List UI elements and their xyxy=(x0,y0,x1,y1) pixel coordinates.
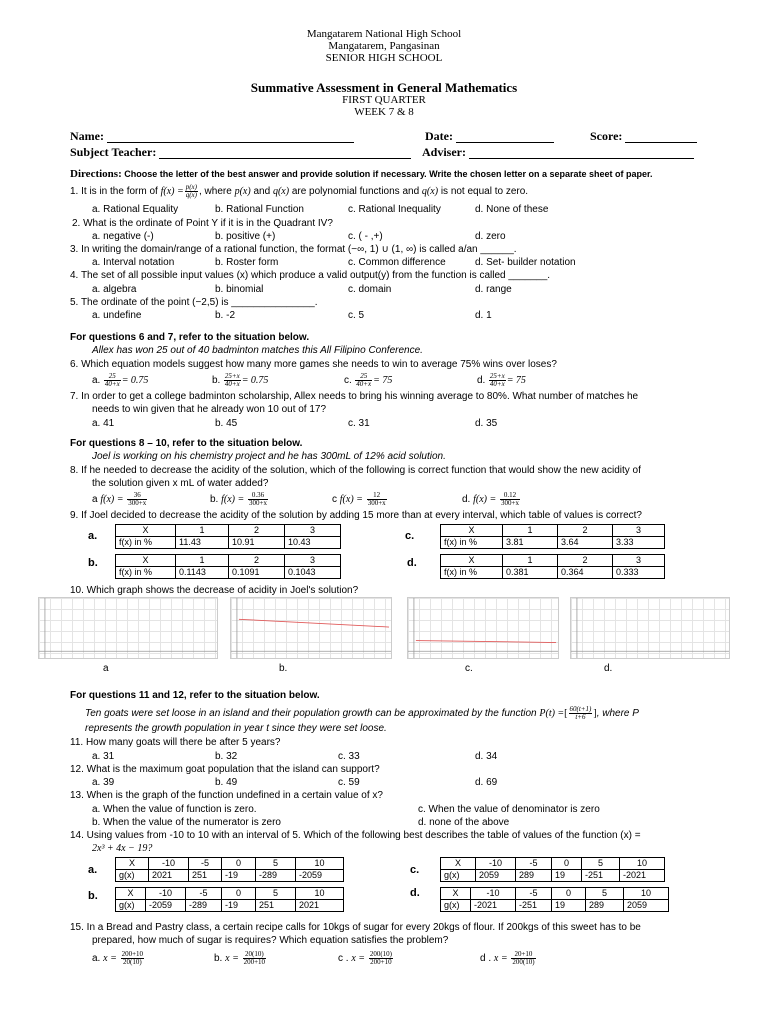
date-field[interactable] xyxy=(425,129,554,143)
situation-3-text-1: Ten goats were set loose in an island and their population growth can be approximated by the function P(t) =[ $\frac{60(t+1)}{t+6}$ ], where P xyxy=(85,705,639,721)
q5-option-d[interactable]: d. 1 xyxy=(475,310,492,321)
q7-option-b[interactable]: b. 45 xyxy=(215,418,238,429)
question-15-line-1: 15. In a Bread and Pastry class, a certain recipe calls for 10kgs of sugar for every 20kgs of flour. If 200kgs of this sweet has to be xyxy=(70,922,641,933)
q9-letter-c[interactable]: c. xyxy=(405,530,415,542)
q11-option-a[interactable]: a. 31 xyxy=(92,751,115,762)
q1-option-c[interactable]: c. Rational Inequality xyxy=(348,204,441,215)
q1-fx: f(x) = xyxy=(160,186,184,198)
q6-b-fraction: $\frac{25+x}{40+x}$ xyxy=(224,372,240,388)
question-8-line-2: the solution given x mL of water added? xyxy=(92,478,269,489)
graph-b-curve xyxy=(239,619,389,627)
q8-option-d[interactable]: d. f(x) = $\frac{0.12}{300+x}$ xyxy=(462,491,519,507)
q4-option-c[interactable]: c. domain xyxy=(348,284,392,295)
situation-2-label: For questions 8 – 10, refer to the situation below. xyxy=(70,438,303,449)
table-row: g(x) -2021 -251 19 289 2059 xyxy=(441,900,669,912)
q11-option-c[interactable]: c. 33 xyxy=(338,751,360,762)
q2-option-c[interactable]: c. ( - ,+) xyxy=(348,231,383,242)
situation-3-text-2: represents the growth population in year t since they were set loose. xyxy=(85,723,387,734)
directions-label: Directions: xyxy=(70,168,122,180)
question-14-line-1: 14. Using values from -10 to 10 with an interval of 5. Which of the following best describes the table of values of the function (x) = xyxy=(70,830,641,841)
situation-3-label: For questions 11 and 12, refer to the situation below. xyxy=(70,690,320,701)
q15-d-fraction: $\frac{20+10}{200(10)}$ xyxy=(512,950,535,966)
q14-table-d xyxy=(440,887,669,912)
date-label: Date: xyxy=(425,129,453,143)
table-row: X 1 2 3 xyxy=(116,525,341,537)
q5-option-b[interactable]: b. -2 xyxy=(215,310,236,321)
graph-c-curve xyxy=(416,641,556,643)
situation-1-text: Allex has won 25 out of 40 badminton matches this All Filipino Conference. xyxy=(92,345,423,356)
q2-option-b[interactable]: b. positive (+) xyxy=(215,231,276,242)
table-row: f(x) in % 11.43 10.91 10.43 xyxy=(116,537,341,549)
q14-letter-a[interactable]: a. xyxy=(88,864,98,876)
q12-option-b[interactable]: b. 49 xyxy=(215,777,238,788)
q14-letter-d[interactable]: d. xyxy=(410,887,420,899)
school-name: Mangatarem National High School xyxy=(306,28,462,40)
adviser-field[interactable] xyxy=(422,145,694,159)
q1-post: are polynomial functions and xyxy=(291,186,420,198)
question-11: 11. How many goats will there be after 5 years? xyxy=(70,737,281,748)
q11-option-d[interactable]: d. 34 xyxy=(475,751,498,762)
q1-qx-2: q(x) xyxy=(421,186,439,198)
question-2: 2. What is the ordinate of Point Y if it is in the Quadrant IV? xyxy=(72,218,333,229)
q6-a-fraction: $\frac{25}{40+x}$ xyxy=(104,372,120,388)
table-row: g(x) -2059 -289 -19 251 2021 xyxy=(116,900,344,912)
score-label: Score: xyxy=(590,129,623,143)
q14-letter-b[interactable]: b. xyxy=(88,890,98,902)
name-label: Name: xyxy=(70,129,104,143)
q7-option-d[interactable]: d. 35 xyxy=(475,418,498,429)
question-8-line-1: 8. If he needed to decrease the acidity of the solution, which of the following is correct function that would show the new acidity of xyxy=(70,465,641,476)
table-row: g(x) 2059 289 19 -251 -2021 xyxy=(441,870,665,882)
q10-graph-b[interactable] xyxy=(230,597,392,659)
question-15-line-2: prepared, how much of sugar is requires? Which equation satisfies the problem? xyxy=(92,935,449,946)
q12-option-a[interactable]: a. 39 xyxy=(92,777,115,788)
question-9: 9. If Joel decided to decrease the acidity of the solution by adding 15 more than at every interval, which table of values is correct? xyxy=(70,510,642,521)
q1-end: is not equal to zero. xyxy=(440,186,529,198)
question-12: 12. What is the maximum goat population that the island can support? xyxy=(70,764,380,775)
graph-c-plot xyxy=(408,598,558,658)
q6-option-b[interactable]: b. $\frac{25+x}{40+x}$ = 0.75 xyxy=(212,372,269,388)
teacher-field[interactable] xyxy=(70,145,411,159)
page-title: Summative Assessment in General Mathematics xyxy=(250,80,518,95)
question-1 xyxy=(70,184,528,199)
q8-option-b[interactable]: b. f(x) = $\frac{0.36}{300+x}$ xyxy=(210,491,267,507)
q10-label-a[interactable]: a xyxy=(103,663,109,674)
date-line xyxy=(456,132,554,143)
situation-1-label: For questions 6 and 7, refer to the situation below. xyxy=(70,332,310,343)
goat-function-fraction: $\frac{60(t+1)}{t+6}$ xyxy=(569,705,592,721)
q6-option-a[interactable]: a. $\frac{25}{40+x}$ = 0.75 xyxy=(92,372,149,388)
adviser-line xyxy=(469,148,694,159)
table-row: X 1 2 3 xyxy=(116,555,341,567)
q6-option-d[interactable]: d. $\frac{25+x}{40+x}$ = 75 xyxy=(477,372,526,388)
name-line xyxy=(107,132,354,143)
question-6: 6. Which equation models suggest how many more games she needs to win to average 75% wins over loses? xyxy=(70,359,557,370)
q6-c-fraction: $\frac{25}{40+x}$ xyxy=(356,372,372,388)
table-row: g(x) 2021 251 -19 -289 -2059 xyxy=(116,870,344,882)
q1-where: , where xyxy=(199,186,232,198)
name-field[interactable] xyxy=(70,129,354,143)
table-row: X -10 -5 0 5 10 xyxy=(116,888,344,900)
q4-option-d[interactable]: d. range xyxy=(475,284,512,295)
q1-fraction: $\frac{p(x)}{q(x)}$ xyxy=(185,183,197,199)
q10-graph-a[interactable] xyxy=(38,597,218,659)
adviser-label: Adviser: xyxy=(422,145,466,159)
quarter: FIRST QUARTER xyxy=(342,94,426,106)
table-row: X -10 -5 0 5 10 xyxy=(441,858,665,870)
q8-c-fraction: $\frac{12}{300+x}$ xyxy=(367,491,386,507)
q7-option-a[interactable]: a. 41 xyxy=(92,418,115,429)
q2-option-a[interactable]: a. negative (-) xyxy=(92,231,154,242)
question-13: 13. When is the graph of the function undefined in a certain value of x? xyxy=(70,790,383,801)
q14-letter-c[interactable]: c. xyxy=(410,864,420,876)
graph-a-plot xyxy=(39,598,217,658)
table-row: X 1 2 3 xyxy=(441,525,665,537)
q15-b-fraction: $\frac{20(10)}{200+10}$ xyxy=(243,950,266,966)
table-row: X -10 -5 0 5 10 xyxy=(116,858,344,870)
question-10: 10. Which graph shows the decrease of acidity in Joel's solution? xyxy=(70,585,359,596)
q1-option-d[interactable]: d. None of these xyxy=(475,204,549,215)
q4-option-a[interactable]: a. algebra xyxy=(92,284,137,295)
q3-option-c[interactable]: c. Common difference xyxy=(348,257,446,268)
q15-option-d[interactable]: d . x = $\frac{20+10}{200(10)}$ xyxy=(480,950,535,966)
q10-graph-d[interactable] xyxy=(570,597,730,659)
q1-option-a[interactable]: a. Rational Equality xyxy=(92,204,179,215)
q12-option-d[interactable]: d. 69 xyxy=(475,777,498,788)
q3-option-a[interactable]: a. Interval notation xyxy=(92,257,175,268)
q8-b-fraction: $\frac{0.36}{300+x}$ xyxy=(249,491,267,507)
q8-option-a[interactable]: a f(x) = $\frac{36}{300+x}$ xyxy=(92,491,147,507)
q15-option-c[interactable]: c . x = $\frac{200(10)}{200+10}$ xyxy=(338,950,392,966)
q1-px: p(x) xyxy=(234,186,251,198)
graph-d-plot xyxy=(571,598,729,658)
q10-label-b[interactable]: b. xyxy=(279,663,288,674)
q15-a-fraction: $\frac{200+10}{20(10)}$ xyxy=(121,950,144,966)
q14-table-a xyxy=(115,857,344,882)
q2-option-d[interactable]: d. zero xyxy=(475,231,506,242)
table-row: f(x) in % 0.1143 0.1091 0.1043 xyxy=(116,567,341,579)
question-7-line-2: needs to win given that he already won 10 out of 17? xyxy=(92,404,327,415)
q3-option-b[interactable]: b. Roster form xyxy=(215,257,279,268)
table-row: X -10 -5 0 5 10 xyxy=(441,888,669,900)
department: SENIOR HIGH SCHOOL xyxy=(325,52,443,64)
question-7-line-1: 7. In order to get a college badminton scholarship, Allex needs to bring his winning average to 80%. What number of matches he xyxy=(70,391,639,402)
directions-text: Choose the letter of the best answer and provide solution if necessary. Write the chosen letter on a separate sheet of paper. xyxy=(124,169,653,179)
q8-option-c[interactable]: c f(x) = $\frac{12}{300+x}$ xyxy=(332,491,386,507)
q11-option-b[interactable]: b. 32 xyxy=(215,751,238,762)
q14-table-c xyxy=(440,857,665,882)
q9-table-c xyxy=(440,524,665,549)
teacher-label: Subject Teacher: xyxy=(70,145,157,159)
q9-table-b xyxy=(115,554,341,579)
q1-and: and xyxy=(253,186,271,198)
graph-b-plot xyxy=(231,598,391,658)
q8-d-fraction: $\frac{0.12}{300+x}$ xyxy=(501,491,519,507)
situation-2-text: Joel is working on his chemistry project and he has 300mL of 12% acid solution. xyxy=(92,451,446,462)
q3-option-d[interactable]: d. Set- builder notation xyxy=(475,257,576,268)
score-field[interactable] xyxy=(590,129,697,143)
q10-graph-c[interactable] xyxy=(407,597,559,659)
q13-option-a[interactable]: a. When the value of function is zero. xyxy=(92,804,257,815)
q13-option-b[interactable]: b. When the value of the numerator is zero xyxy=(92,817,281,828)
q15-option-b[interactable]: b. x = $\frac{20(10)}{200+10}$ xyxy=(214,950,266,966)
q14-table-b xyxy=(115,887,344,912)
q12-option-c[interactable]: c. 59 xyxy=(338,777,360,788)
q9-letter-a[interactable]: a. xyxy=(88,530,98,542)
q8-a-fraction: $\frac{36}{300+x}$ xyxy=(128,491,147,507)
q7-option-c[interactable]: c. 31 xyxy=(348,418,370,429)
question-3: 3. In writing the domain/range of a rational function, the format (−∞, 1) ∪ (1, ∞) is called a/an ______. xyxy=(70,244,517,255)
teacher-line xyxy=(159,148,411,159)
q1-qx: q(x) xyxy=(272,186,290,198)
q6-option-c[interactable]: c. $\frac{25}{40+x}$ = 75 xyxy=(344,372,393,388)
q9-table-a xyxy=(115,524,341,549)
q10-label-d[interactable]: d. xyxy=(604,663,613,674)
q6-d-fraction: $\frac{25+x}{40+x}$ xyxy=(489,372,505,388)
school-address: Mangatarem, Pangasinan xyxy=(328,40,440,52)
q9-letter-d[interactable]: d. xyxy=(407,557,417,569)
week: WEEK 7 & 8 xyxy=(354,106,414,118)
q13-option-c[interactable]: c. When the value of denominator is zero xyxy=(418,804,600,815)
q15-option-a[interactable]: a. x = $\frac{200+10}{20(10)}$ xyxy=(92,950,144,966)
q5-option-c[interactable]: c. 5 xyxy=(348,310,365,321)
q5-option-a[interactable]: a. undefine xyxy=(92,310,142,321)
question-5: 5. The ordinate of the point (−2,5) is _______________. xyxy=(70,297,318,308)
question-4: 4. The set of all possible input values (x) which produce a valid output(y) from the function is called _______. xyxy=(70,270,551,281)
q10-label-c[interactable]: c. xyxy=(465,663,473,674)
question-14-line-2: 2x³ + 4x − 19? xyxy=(92,843,153,854)
directions xyxy=(70,168,653,181)
table-row: f(x) in % 0.381 0.364 0.333 xyxy=(441,567,665,579)
q15-c-fraction: $\frac{200(10)}{200+10}$ xyxy=(369,950,392,966)
q13-option-d[interactable]: d. none of the above xyxy=(418,817,510,828)
q1-option-b[interactable]: b. Rational Function xyxy=(215,204,304,215)
table-row: f(x) in % 3.81 3.64 3.33 xyxy=(441,537,665,549)
q1-text: 1. It is in the form of xyxy=(70,186,158,198)
table-row: X 1 2 3 xyxy=(441,555,665,567)
q4-option-b[interactable]: b. binomial xyxy=(215,284,264,295)
q9-table-d xyxy=(440,554,665,579)
score-line xyxy=(625,132,697,143)
q9-letter-b[interactable]: b. xyxy=(88,557,98,569)
